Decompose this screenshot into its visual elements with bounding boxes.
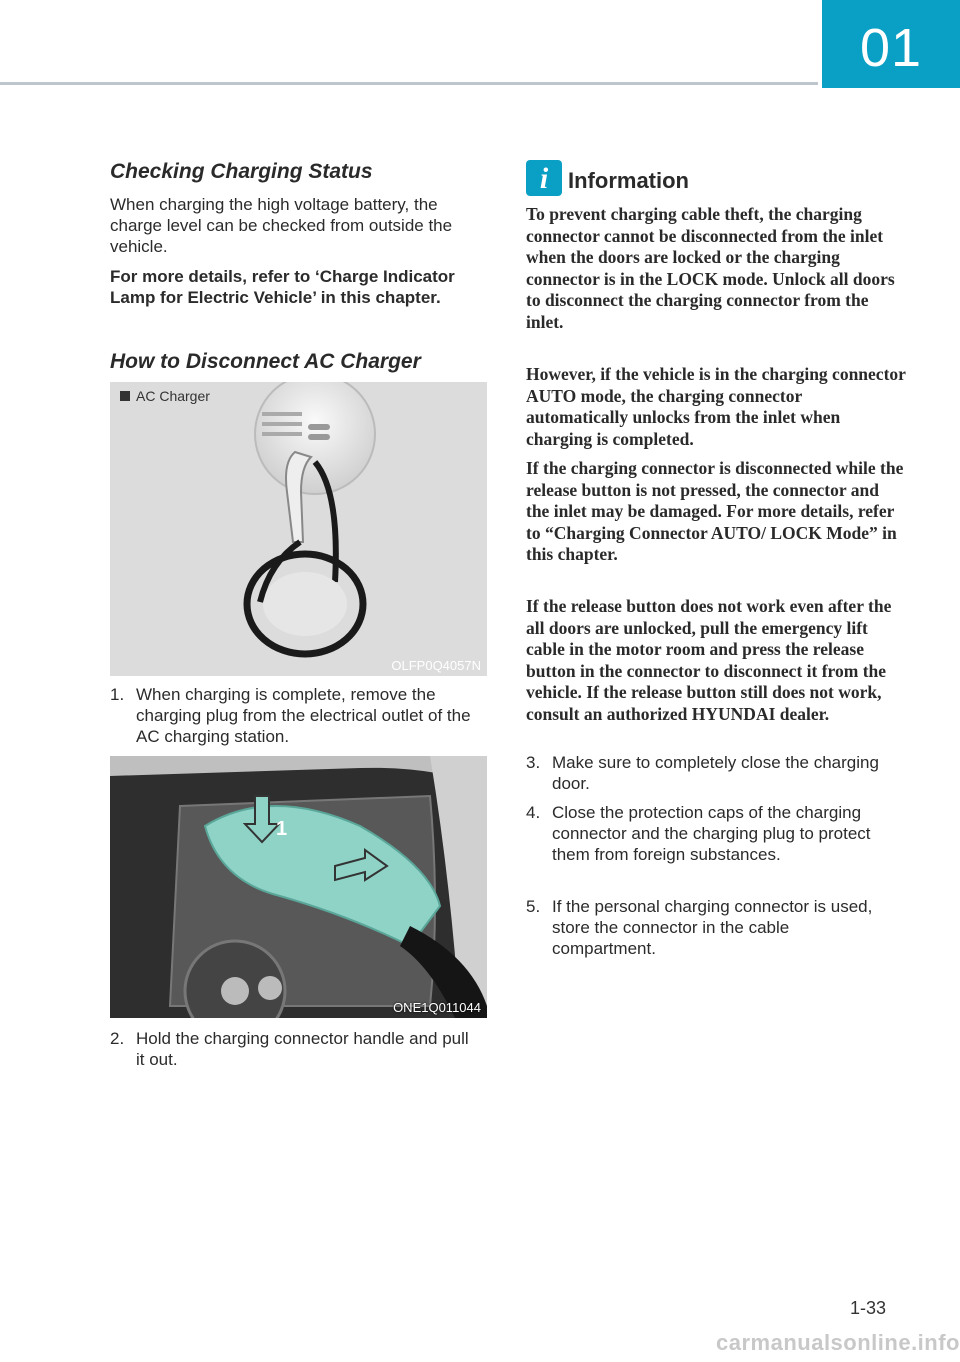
info-para-4: If the release button does not work even after the all doors are unlocked, pull the emergency lift cable in the motor room and press the release button in the connector to disconnect it from the vehicle. If the release button still does not work, consult an authorized HYUNDAI dealer.	[526, 596, 892, 724]
step-1	[110, 684, 480, 747]
step-3-text: Make sure to completely close the charging door.	[552, 753, 879, 793]
step-2-text: Hold the charging connector handle and pull it out.	[136, 1029, 469, 1069]
step-5	[526, 896, 896, 959]
chapter-tab: 01	[822, 0, 960, 88]
figure-ac-charger-label: AC Charger	[120, 388, 210, 404]
info-para-2: However, if the vehicle is in the charging connector AUTO mode, the charging connector automatically unlocks from the inlet when charging is completed.	[526, 364, 906, 449]
info-para-1: To prevent charging cable theft, the charging connector cannot be disconnected from the inlet when the doors are locked or the charging connector is in the LOCK mode. Unlock all doors to disconnect the charging connector from the inlet.	[526, 204, 895, 332]
step-2	[110, 1028, 480, 1070]
step-4-text: Close the protection caps of the charging connector and the charging plug to protect them from foreign substances.	[552, 803, 871, 864]
step-1-number: 1.	[110, 685, 125, 704]
para-charge-level: When charging the high voltage battery, the charge level can be checked from outside the vehicle.	[110, 195, 453, 256]
heading-checking-status: Checking Charging Status	[110, 160, 373, 183]
figure-ac-charger-code: OLFP0Q4057N	[391, 658, 481, 673]
step-5-number: 5.	[526, 897, 541, 916]
step-4-number: 4.	[526, 803, 541, 822]
charging-connector-illustration	[110, 756, 487, 1018]
watermark: carmanualsonline.info	[716, 1330, 960, 1355]
step-3	[526, 752, 896, 794]
info-para-3: If the charging connector is disconnected while the release button is not pressed, the connector and the inlet may be damaged. For more details, refer to “Charging Connector AUTO/ LOCK Mode” in this chapter.	[526, 458, 904, 565]
header-rule	[0, 82, 818, 85]
step-3-number: 3.	[526, 753, 541, 772]
para-refer-indicator: For more details, refer to ‘Charge Indicator Lamp for Electric Vehicle’ in this chapter.	[110, 267, 455, 307]
ac-charger-illustration	[110, 382, 487, 676]
figure-ac-charger	[110, 382, 487, 676]
step-5-text: If the personal charging connector is used, store the connector in the cable compartment.	[552, 897, 873, 958]
figure-connector-code: ONE1Q011044	[393, 1000, 481, 1015]
step-4	[526, 802, 896, 865]
information-title: Information	[568, 168, 689, 193]
step-1-text: When charging is complete, remove the charging plug from the electrical outlet of the AC charging station.	[136, 685, 471, 746]
callout-1: 1	[276, 818, 288, 840]
step-2-number: 2.	[110, 1029, 125, 1048]
heading-disconnect-ac: How to Disconnect AC Charger	[110, 350, 421, 373]
page-number: 1-33	[850, 1298, 887, 1318]
figure-charging-connector	[110, 756, 487, 1018]
info-icon: i	[526, 160, 562, 196]
